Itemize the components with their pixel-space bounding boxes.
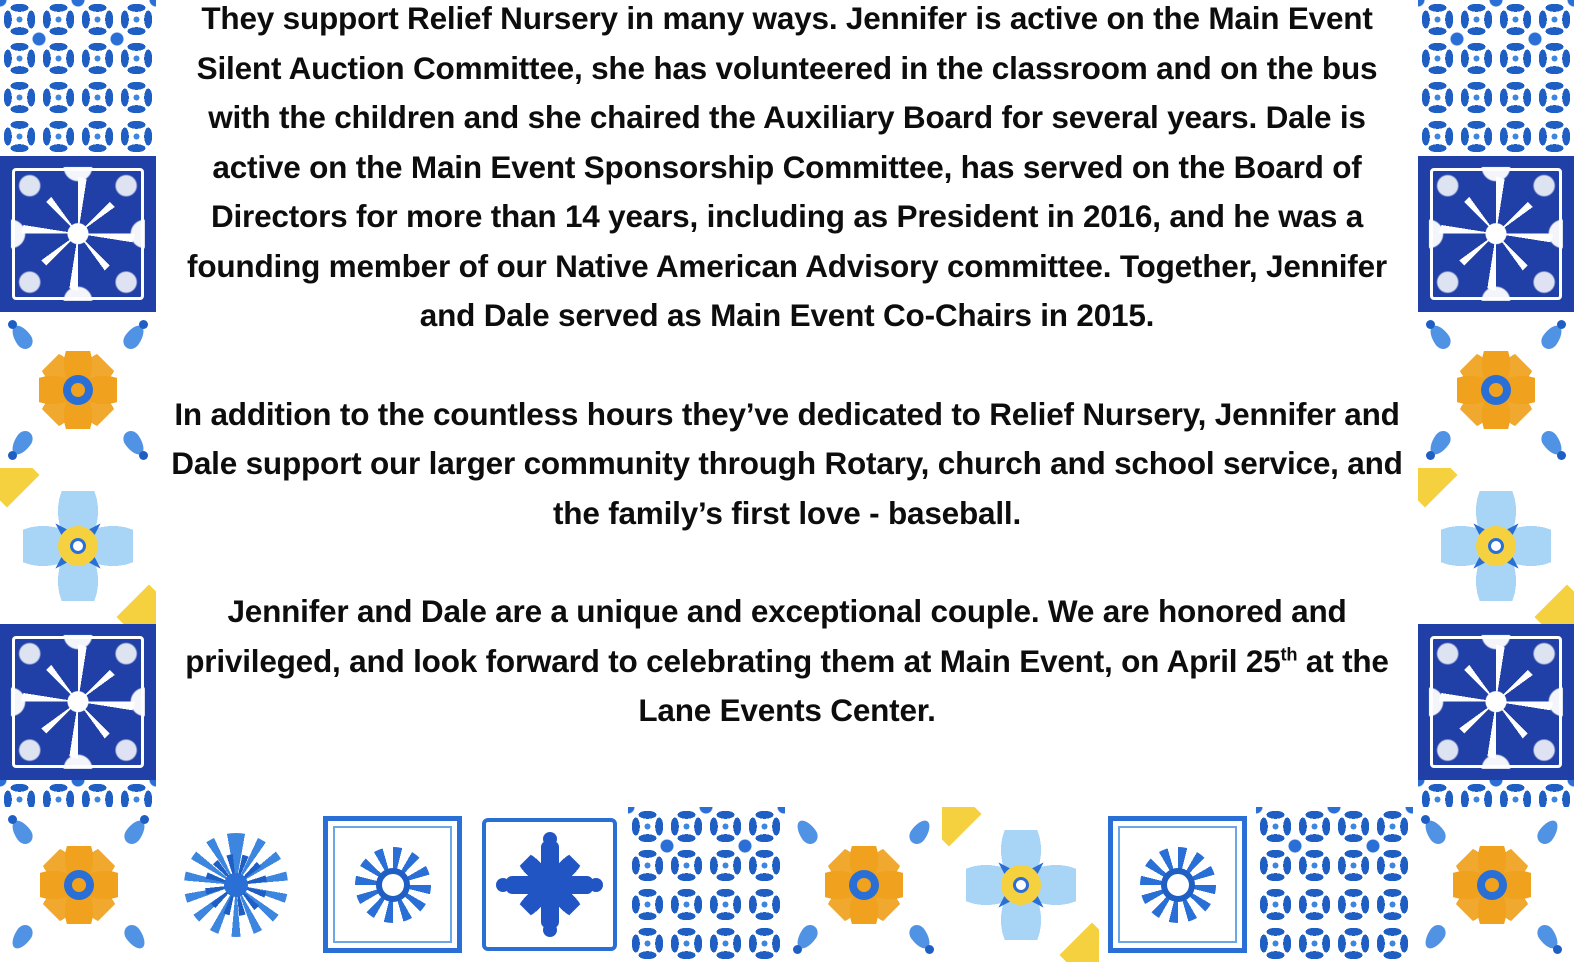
tile-framed-rosette [314,807,471,962]
closing-text-after-date: at the Lane Events Center. [638,642,1389,728]
tile-medallion [0,156,156,312]
date-ordinal-suffix: th [1280,643,1298,664]
tile-framed-rosette [1099,807,1256,962]
closing-text-before-date: Jennifer and Dale are a unique and exceptional couple. We are honored and privileged, and look forward to celebrating them at Main Event, on April 25 [185,593,1347,679]
scallop-core [224,873,248,897]
tile-orange-flower [785,807,942,962]
corner-dot-icon [139,320,148,329]
petal-drop-icon [8,922,36,952]
right-tile-border [1418,0,1574,810]
tile-blue-flower [0,468,156,624]
flower-core-inner [1485,878,1499,892]
lattice-pattern-icon [628,807,785,962]
flower-core-inner [70,538,86,554]
paragraph-support: They support Relief Nursery in many ways. Jennifer is active on the Main Event Silent Auction Committee, she has volunteered in the classroom and on the bus with the children and she chaired the Auxiliary Board for several years. Dale is active on the Main Event Sponsorship Committee, has served on the Board of Directors for more than 14 years, including as President in 2016, and he was a founding member of our Native American Advisory committee. Together, Jennifer and Dale served as Main Event Co-Chairs in 2015. [187,0,1387,333]
tile-lattice [628,807,785,962]
corner-dot-icon [8,451,17,460]
petal-drop-icon [793,817,821,847]
bottom-tile-border [0,807,1574,962]
corner-dot-icon [1421,815,1430,824]
corner-dot-icon [1557,451,1566,460]
cross-knob-icon [543,923,557,937]
tile-medallion [0,624,156,780]
flower-core-inner [72,878,86,892]
tile-orange-flower [1413,807,1570,962]
rosette-core [1161,868,1195,902]
corner-dot-icon [1557,320,1566,329]
paragraph-closing [170,587,1404,736]
left-tile-border [0,0,156,810]
corner-dot-icon [8,320,17,329]
corner-dot-icon [1426,451,1435,460]
tile-ornate-cross [471,807,628,962]
cross-knob-icon [589,878,603,892]
flower-core-inner [857,878,871,892]
tile-orange-flower [0,807,157,962]
cross-knob-icon [543,832,557,846]
petal-drop-icon [1534,817,1562,847]
flower-core-inner [1488,538,1504,554]
corner-dot-icon [139,451,148,460]
tile-lattice [1418,0,1574,156]
tile-lattice [1256,807,1413,962]
petal-drop-icon [906,817,934,847]
tile-blue-flower [1418,468,1574,624]
tile-blue-flower [942,807,1099,962]
petal-drop-icon [121,922,149,952]
lattice-pattern-icon [1418,0,1574,156]
cross-knob-icon [496,878,510,892]
corner-dot-icon [8,815,17,824]
document-body [156,0,1418,800]
corner-dot-icon [793,945,802,954]
tile-scallop-rosette [157,807,314,962]
tile-orange-flower [1418,312,1574,468]
cross-horizontal-bar [506,876,594,894]
corner-dot-icon [925,945,934,954]
tile-medallion [1418,156,1574,312]
tile-medallion [1418,624,1574,780]
flower-core-inner [71,383,85,397]
flower-core-inner [1489,383,1503,397]
corner-dot-icon [1553,945,1562,954]
lattice-pattern-icon [0,0,156,156]
corner-dot-icon [140,815,149,824]
rosette-core [376,868,410,902]
corner-dot-icon [1426,320,1435,329]
paragraph-community: In addition to the countless hours they’ve dedicated to Relief Nursery, Jennifer and Dale support our larger community through Rotary, church and school service, and the family’s first love - baseball. [171,395,1403,531]
flower-core-inner [1013,877,1029,893]
lattice-pattern-icon [1256,807,1413,962]
tile-orange-flower [0,312,156,468]
petal-drop-icon [1421,922,1449,952]
tile-lattice [0,0,156,156]
